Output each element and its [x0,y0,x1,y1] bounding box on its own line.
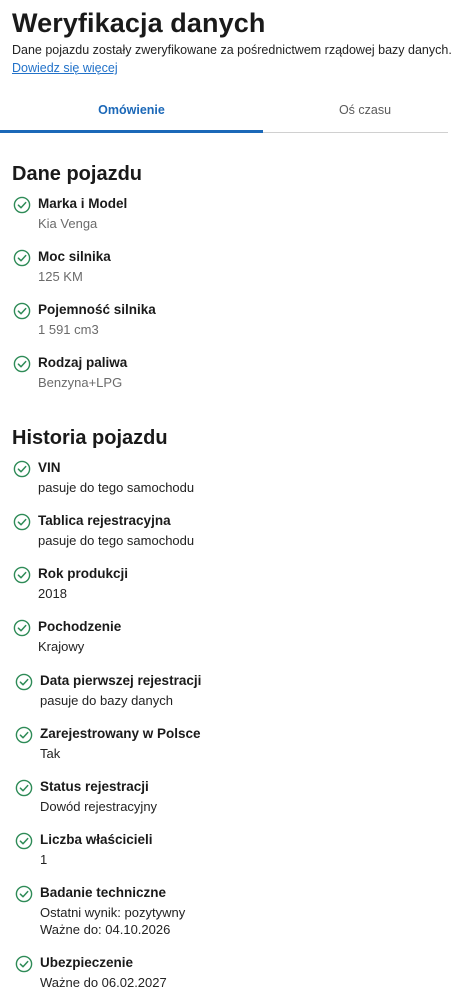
item-label: Tablica rejestracyjna [38,513,171,528]
item-label: VIN [38,460,61,475]
tab-overview[interactable]: Omówienie [0,96,263,133]
item-label: Rok produkcji [38,566,129,581]
page-subtitle: Dane pojazdu zostały zweryfikowane za pośrednictwem rządowej bazy danych. [12,43,452,57]
check-circle-icon [13,302,31,320]
item-value: pasuje do tego samochodu [38,480,195,495]
item-value: pasuje do bazy danych [40,693,173,708]
item-value: 1 591 cm3 [38,322,99,337]
item-label: Moc silnika [38,249,111,264]
item-label: Marka i Model [38,196,128,211]
item-value-secondary: Ważne do: 04.10.2026 [40,922,171,937]
check-circle-icon [13,460,31,478]
item-label: Data pierwszej rejestracji [40,673,202,688]
item-label: Zarejestrowany w Polsce [40,726,201,741]
item-value: Ostatni wynik: pozytywny [40,905,186,920]
page-title: Weryfikacja danych [12,8,266,38]
item-value: Krajowy [38,639,85,654]
check-circle-icon [13,196,31,214]
item-label: Pochodzenie [38,619,122,634]
item-value: Tak [40,746,61,761]
check-circle-icon [15,955,33,973]
item-label: Badanie techniczne [40,885,167,900]
item-label: Ubezpieczenie [40,955,134,970]
item-label: Status rejestracji [40,779,149,794]
check-circle-icon [15,673,33,691]
item-value: Ważne do 06.02.2027 [40,975,167,990]
check-circle-icon [15,885,33,903]
check-circle-icon [15,779,33,797]
vehicle-section-title: Dane pojazdu [12,163,143,185]
check-circle-icon [13,249,31,267]
item-value: 2018 [38,586,67,601]
check-circle-icon [15,726,33,744]
item-value: pasuje do tego samochodu [38,533,195,548]
check-circle-icon [13,566,31,584]
check-circle-icon [15,832,33,850]
item-label: Pojemność silnika [38,302,156,317]
item-value: 125 KM [38,269,83,284]
check-circle-icon [13,513,31,531]
item-value: 1 [40,852,48,867]
learn-more-link[interactable]: Dowiedz się więcej [12,61,118,75]
item-label: Liczba właścicieli [40,832,153,847]
check-circle-icon [13,619,31,637]
item-value: Benzyna+LPG [38,375,123,390]
check-circle-icon [13,355,31,373]
tab-bar [0,96,448,133]
item-value: Kia Venga [38,216,98,231]
item-value: Dowód rejestracyjny [40,799,158,814]
history-section-title: Historia pojazdu [12,427,168,449]
tab-timeline[interactable]: Oś czasu [338,103,392,117]
item-label: Rodzaj paliwa [38,355,128,370]
